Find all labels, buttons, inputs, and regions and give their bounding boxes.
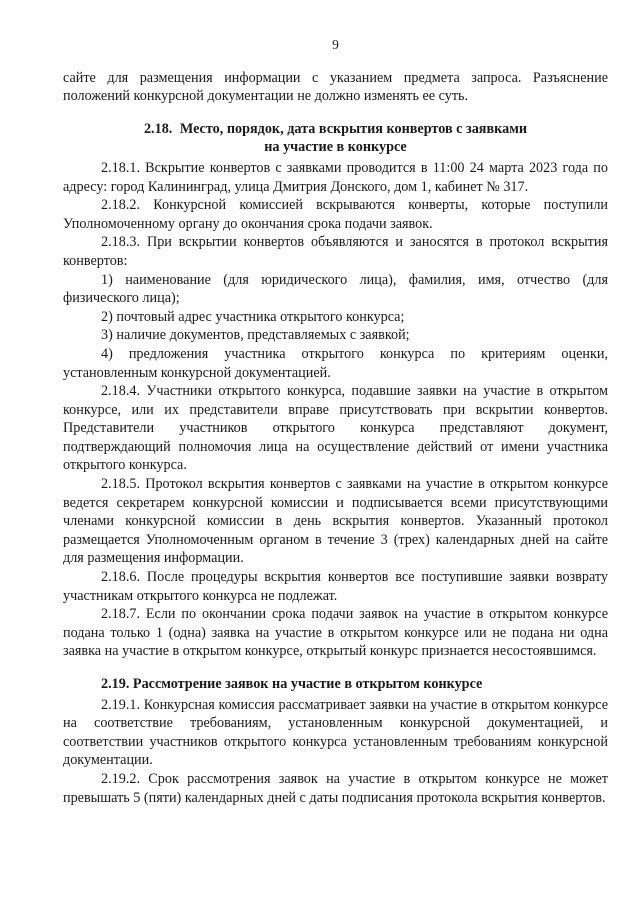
list-item: 1) наименование (для юридического лица), фамилия, имя, отчество (для физического лица); bbox=[63, 271, 608, 307]
paragraph-2-18-6: 2.18.6. После процедуры вскрытия конвертов все поступившие заявки возврату участникам открытого конкурса не подлежат. bbox=[63, 569, 608, 604]
section-2-19-heading: 2.19. Рассмотрение заявок на участие в открытом конкурсе bbox=[101, 676, 483, 692]
list-item: 4) предложения участника открытого конкурса по критериям оценки, установленным конкурсной документацией. bbox=[63, 345, 608, 381]
paragraph-2-19-1: 2.19.1. Конкурсная комиссия рассматривает заявки на участие в открытом конкурсе на соответствие требованиям, установленным конкурсной документацией, и соответствии участников открытого конкурса установленным требованиям конкурсной документации. bbox=[63, 696, 608, 769]
section-2-18-heading bbox=[63, 120, 608, 157]
paragraph-2-19-2: 2.19.2. Срок рассмотрения заявок на участие в открытом конкурсе не может превышать 5 (пяти) календарных дней с даты подписания протокола вскрытия конвертов. bbox=[63, 770, 608, 806]
paragraph-2-18-3: 2.18.3. При вскрытии конвертов объявляются и заносятся в протокол вскрытия конвертов: bbox=[63, 234, 608, 269]
document-page bbox=[63, 36, 608, 807]
section-2-18-title-text: Место, порядок, дата вскрытия конвертов с заявками bbox=[179, 120, 528, 137]
page-number: 9 bbox=[332, 37, 339, 52]
section-2-18-title-line2: на участие в конкурсе bbox=[264, 139, 407, 156]
paragraph-2-18-2: 2.18.2. Конкурсной комиссией вскрываются конверты, которые поступили Уполномоченному органу до окончания срока подачи заявок. bbox=[63, 197, 608, 232]
section-2-18-number: 2.18. bbox=[143, 120, 173, 137]
list-item: 2) почтовый адрес участника открытого конкурса; bbox=[101, 308, 405, 325]
paragraph-2-18-5: 2.18.5. Протокол вскрытия конвертов с заявками на участие в открытом конкурсе ведется секретарем конкурсной комиссии и подписывается всеми присутствующими членами конкурсной комиссии в день вскрытия конвертов. Указанный протокол размещается Уполномоченным органом в течение 3 (трех) календарных дней на сайте для размещения информации. bbox=[63, 476, 608, 567]
paragraph-2-18-7: 2.18.7. Если по окончании срока подачи заявок на участие в открытом конкурсе подана только 1 (одна) заявка на участие в открытом конкурсе или не подана ни одна заявка на участие в открытом конкурсе, открытый конкурс признается несостоявшимся. bbox=[63, 606, 608, 660]
intro-paragraph: сайте для размещения информации с указанием предмета запроса. Разъяснение положений конкурсной документации не должно изменять ее суть. bbox=[63, 69, 608, 105]
paragraph-2-18-4: 2.18.4. Участники открытого конкурса, подавшие заявки на участие в открытом конкурсе, или их представители вправе присутствовать при вскрытии конвертов. Представители участников открытого конкурса представляют документ, подтверждающий полномочия лица на осуществление действий от имени участника открытого конкурса. bbox=[63, 383, 608, 474]
list-item: 3) наличие документов, представляемых с заявкой; bbox=[101, 327, 410, 344]
section-2-18-title-line1 bbox=[63, 120, 608, 139]
paragraph-2-18-1: 2.18.1. Вскрытие конвертов с заявками проводится в 11:00 24 марта 2023 года по адресу: город Калининград, улица Дмитрия Донского, дом 1, кабинет № 317. bbox=[63, 159, 608, 195]
